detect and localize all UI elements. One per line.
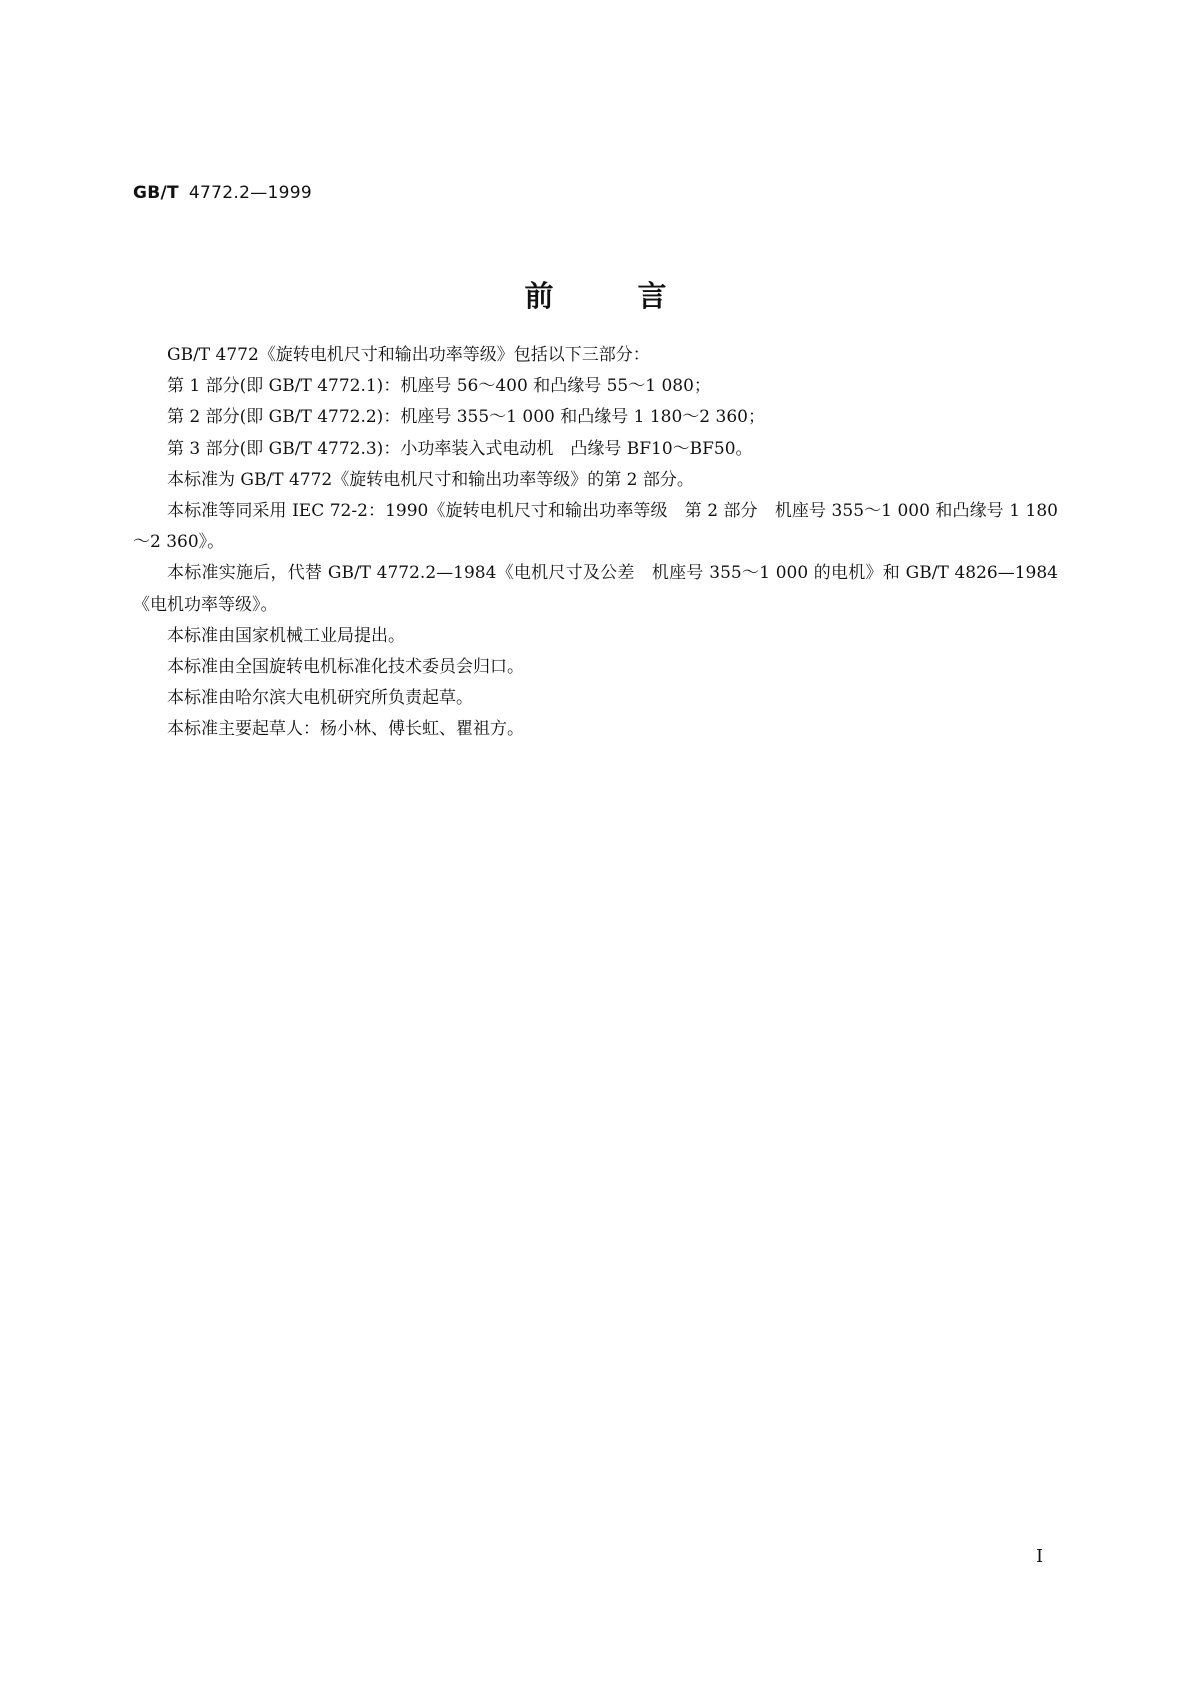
standard-code-prefix: GB/T: [133, 183, 179, 203]
paragraph: 第 1 部分(即 GB/T 4772.1)：机座号 56～400 和凸缘号 55～1 080；: [167, 376, 711, 397]
standard-code-number: 4772.2—1999: [188, 183, 312, 203]
paragraph: 本标准由哈尔滨大电机研究所负责起草。: [167, 688, 473, 709]
paragraph: 本标准等同采用 IEC 72-2：1990《旋转电机尺寸和输出功率等级 第 2 部分 机座号 355～1 000 和凸缘号 1 180～2 360》。: [133, 501, 1058, 553]
paragraph: 本标准为 GB/T 4772《旋转电机尺寸和输出功率等级》的第 2 部分。: [167, 469, 694, 490]
foreword-body: [133, 340, 1058, 746]
paragraph: 本标准由全国旋转电机标准化技术委员会归口。: [167, 657, 524, 678]
paragraph: 本标准由国家机械工业局提出。: [167, 625, 405, 646]
page-number: I: [1036, 1546, 1044, 1567]
paragraph: GB/T 4772《旋转电机尺寸和输出功率等级》包括以下三部分：: [167, 345, 650, 365]
paragraph: 第 2 部分(即 GB/T 4772.2)：机座号 355～1 000 和凸缘号 1 180～2 360；: [167, 407, 765, 428]
standard-code: [133, 183, 312, 203]
paragraph: 本标准主要起草人：杨小林、傅长虹、瞿祖方。: [167, 719, 524, 740]
paragraph: 第 3 部分(即 GB/T 4772.3)：小功率装入式电动机 凸缘号 BF10～BF50。: [167, 438, 753, 459]
page-title: 前言: [524, 279, 751, 313]
paragraph: 本标准实施后，代替 GB/T 4772.2—1984《电机尺寸及公差 机座号 355～1 000 的电机》和 GB/T 4826—1984《电机功率等级》。: [133, 563, 1058, 615]
